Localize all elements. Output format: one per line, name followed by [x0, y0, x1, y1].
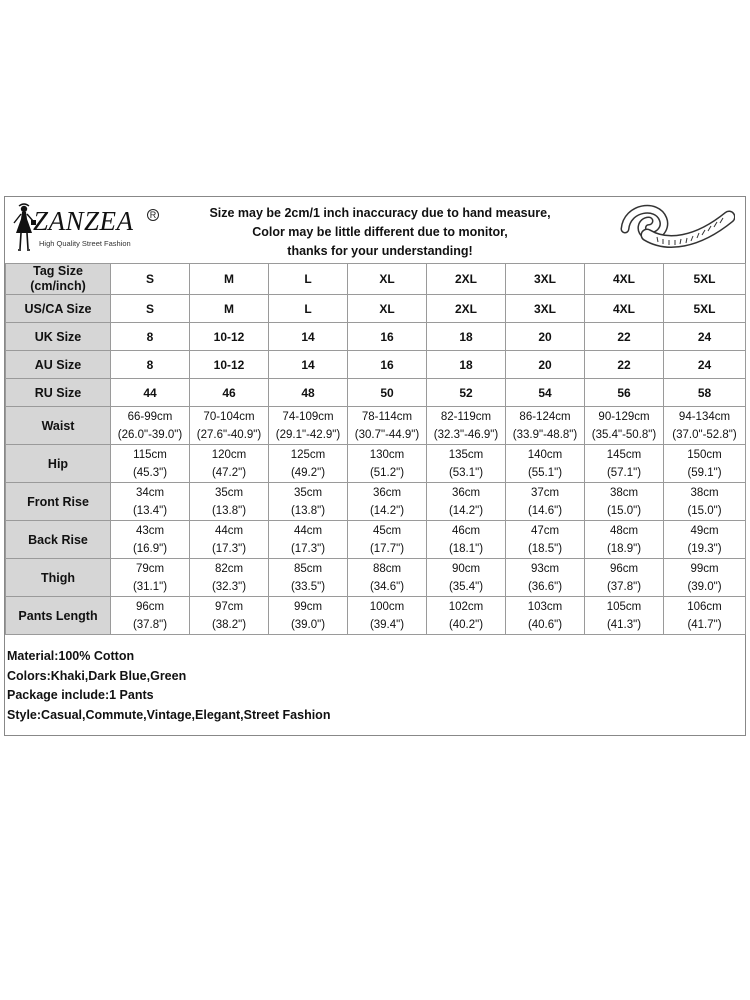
cell-inch: (39.0")	[290, 618, 326, 631]
table-cell: S	[111, 295, 190, 323]
brand-logo	[11, 203, 161, 253]
table-cell	[427, 521, 506, 559]
table-cell	[585, 407, 664, 445]
table-cell	[111, 445, 190, 483]
cell-cm: 44cm	[214, 524, 244, 537]
cell-cm: 150cm	[687, 448, 722, 461]
cell-inch: (13.4")	[132, 504, 168, 517]
cell-cm: 35cm	[214, 486, 244, 499]
cell-inch: (29.1"-42.9")	[275, 428, 341, 441]
cell-inch: (34.6")	[369, 580, 405, 593]
table-cell	[506, 407, 585, 445]
cell-inch: (36.6")	[527, 580, 563, 593]
table-cell	[664, 521, 746, 559]
table-cell: 22	[585, 323, 664, 351]
style-text: Style:Casual,Commute,Vintage,Elegant,Street Fashion	[7, 707, 331, 722]
cell-inch: (15.0")	[606, 504, 642, 517]
table-cell: XL	[348, 295, 427, 323]
cell-cm: 36cm	[372, 486, 402, 499]
table-cell	[269, 445, 348, 483]
cell-inch: (32.3")	[211, 580, 247, 593]
table-cell	[269, 521, 348, 559]
table-cell	[427, 483, 506, 521]
cell-cm: 93cm	[530, 562, 560, 575]
cell-cm: 44cm	[293, 524, 323, 537]
table-cell	[585, 597, 664, 635]
table-cell	[269, 597, 348, 635]
table-row	[6, 445, 746, 483]
cell-inch: (41.3")	[606, 618, 642, 631]
table-cell	[427, 445, 506, 483]
cell-inch: (37.8")	[606, 580, 642, 593]
table-cell	[269, 483, 348, 521]
row-label: Pants Length	[6, 597, 111, 635]
table-cell	[506, 445, 585, 483]
row-label	[6, 264, 111, 295]
cell-inch: (39.4")	[369, 618, 405, 631]
cell-cm: 99cm	[690, 562, 719, 575]
table-cell	[190, 407, 269, 445]
cell-inch: (55.1")	[527, 466, 563, 479]
table-cell	[664, 407, 746, 445]
table-cell	[348, 483, 427, 521]
table-cell	[190, 597, 269, 635]
package-text: Package include:1 Pants	[7, 688, 154, 702]
table-cell	[348, 521, 427, 559]
table-cell	[585, 559, 664, 597]
cell-cm: 37cm	[530, 486, 560, 499]
cell-cm: 35cm	[293, 486, 323, 499]
cell-cm: 130cm	[369, 448, 405, 461]
cell-inch: (30.7"-44.9")	[354, 428, 420, 441]
cell-inch: (40.2")	[448, 618, 484, 631]
cell-inch: (35.4"-50.8")	[591, 428, 657, 441]
table-cell	[427, 407, 506, 445]
notice-line-1: Size may be 2cm/1 inch inaccuracy due to hand measure,	[209, 206, 551, 220]
table-row	[6, 323, 746, 351]
cell-cm: 125cm	[290, 448, 326, 461]
table-cell	[190, 521, 269, 559]
table-cell	[664, 483, 746, 521]
table-cell: 56	[585, 379, 664, 407]
table-cell	[190, 445, 269, 483]
cell-inch: (18.9")	[606, 542, 642, 555]
row-label: Back Rise	[6, 521, 111, 559]
colors-text: Colors:Khaki,Dark Blue,Green	[7, 668, 187, 683]
cell-inch: (14.2")	[448, 504, 484, 517]
measuring-tape-icon	[617, 199, 735, 261]
cell-inch: (17.3")	[290, 542, 326, 555]
table-cell	[585, 483, 664, 521]
table-cell: 8	[111, 323, 190, 351]
table-cell	[348, 407, 427, 445]
cell-inch: (14.2")	[369, 504, 405, 517]
cell-inch: (16.9")	[132, 542, 168, 555]
cell-cm: 46cm	[451, 524, 481, 537]
table-cell: XL	[348, 264, 427, 295]
table-cell: 18	[427, 351, 506, 379]
table-cell: 20	[506, 351, 585, 379]
cell-cm: 38cm	[690, 486, 719, 499]
cell-inch: (31.1")	[132, 580, 168, 593]
table-row	[6, 295, 746, 323]
measurement-notice	[185, 204, 575, 261]
table-cell: 3XL	[506, 264, 585, 295]
table-cell	[190, 483, 269, 521]
table-cell	[506, 559, 585, 597]
cell-cm: 115cm	[133, 448, 167, 461]
table-cell: 10-12	[190, 323, 269, 351]
cell-cm: 140cm	[527, 448, 563, 461]
cell-cm: 120cm	[211, 448, 247, 461]
table-cell: M	[190, 264, 269, 295]
cell-inch: (53.1")	[448, 466, 484, 479]
cell-inch: (57.1")	[606, 466, 642, 479]
table-cell	[348, 445, 427, 483]
table-cell	[269, 407, 348, 445]
notice-line-3: thanks for your understanding!	[287, 244, 473, 258]
row-label: Hip	[6, 445, 111, 483]
cell-inch: (49.2")	[290, 466, 326, 479]
cell-inch: (37.0"-52.8")	[672, 428, 737, 441]
table-cell: 14	[269, 323, 348, 351]
table-cell: 20	[506, 323, 585, 351]
table-cell	[427, 597, 506, 635]
cell-cm: 85cm	[293, 562, 323, 575]
table-cell	[664, 559, 746, 597]
cell-cm: 94-134cm	[678, 410, 731, 423]
cell-inch: (41.7")	[687, 618, 722, 631]
cell-cm: 105cm	[606, 600, 642, 613]
row-label-line: (cm/inch)	[30, 279, 86, 293]
cell-inch: (17.7")	[369, 542, 405, 555]
table-cell: 2XL	[427, 264, 506, 295]
table-cell	[506, 521, 585, 559]
table-cell: S	[111, 264, 190, 295]
table-row	[6, 483, 746, 521]
table-row	[6, 264, 746, 295]
registered-mark: R	[147, 209, 159, 221]
chart-header	[5, 197, 745, 263]
cell-cm: 47cm	[530, 524, 560, 537]
table-cell: L	[269, 264, 348, 295]
table-cell: 5XL	[664, 264, 746, 295]
table-cell	[585, 445, 664, 483]
brand-name: ZANZEA	[33, 206, 134, 236]
cell-cm: 74-109cm	[282, 410, 334, 423]
cell-cm: 102cm	[448, 600, 484, 613]
cell-cm: 100cm	[369, 600, 405, 613]
cell-cm: 43cm	[135, 524, 165, 537]
cell-inch: (18.5")	[527, 542, 563, 555]
cell-cm: 90-129cm	[598, 410, 650, 423]
cell-inch: (15.0")	[687, 504, 722, 517]
cell-inch: (33.5")	[290, 580, 326, 593]
table-cell: 44	[111, 379, 190, 407]
table-cell: 14	[269, 351, 348, 379]
table-cell	[585, 521, 664, 559]
cell-cm: 99cm	[293, 600, 323, 613]
cell-cm: 135cm	[448, 448, 484, 461]
table-cell	[664, 597, 746, 635]
row-label: AU Size	[6, 351, 111, 379]
table-cell	[111, 597, 190, 635]
table-cell: 52	[427, 379, 506, 407]
table-cell: 22	[585, 351, 664, 379]
row-label: Front Rise	[6, 483, 111, 521]
table-cell: 46	[190, 379, 269, 407]
table-cell: 2XL	[427, 295, 506, 323]
size-table-body	[6, 264, 746, 635]
brand-tagline: High Quality Street Fashion	[39, 239, 131, 248]
cell-cm: 86-124cm	[519, 410, 571, 423]
row-label: Waist	[6, 407, 111, 445]
table-cell: L	[269, 295, 348, 323]
cell-inch: (47.2")	[211, 466, 247, 479]
row-label: UK Size	[6, 323, 111, 351]
table-cell	[111, 559, 190, 597]
cell-cm: 82-119cm	[440, 410, 492, 423]
cell-inch: (13.8")	[211, 504, 247, 517]
cell-cm: 70-104cm	[203, 410, 255, 423]
table-row	[6, 407, 746, 445]
cell-inch: (37.8")	[132, 618, 168, 631]
table-cell: 4XL	[585, 295, 664, 323]
table-cell	[111, 521, 190, 559]
cell-inch: (45.3")	[132, 466, 168, 479]
row-label: RU Size	[6, 379, 111, 407]
cell-inch: (59.1")	[687, 466, 722, 479]
cell-cm: 103cm	[527, 600, 563, 613]
table-cell: 54	[506, 379, 585, 407]
table-cell: 16	[348, 323, 427, 351]
table-cell	[111, 407, 190, 445]
cell-inch: (14.6")	[527, 504, 563, 517]
table-cell: 18	[427, 323, 506, 351]
cell-inch: (39.0")	[687, 580, 722, 593]
table-cell: 24	[664, 323, 746, 351]
table-cell: 24	[664, 351, 746, 379]
table-cell	[506, 597, 585, 635]
cell-cm: 38cm	[609, 486, 639, 499]
table-cell: 10-12	[190, 351, 269, 379]
size-chart	[4, 196, 746, 736]
row-label-line: Tag Size	[33, 264, 83, 278]
table-cell	[348, 559, 427, 597]
cell-inch: (19.3")	[687, 542, 722, 555]
cell-inch: (33.9"-48.8")	[512, 428, 578, 441]
cell-cm: 66-99cm	[127, 410, 173, 423]
cell-inch: (51.2")	[369, 466, 405, 479]
table-row	[6, 351, 746, 379]
table-cell	[269, 559, 348, 597]
table-cell: 50	[348, 379, 427, 407]
cell-cm: 97cm	[214, 600, 244, 613]
cell-cm: 96cm	[135, 600, 165, 613]
cell-cm: 36cm	[451, 486, 481, 499]
table-cell: 8	[111, 351, 190, 379]
cell-cm: 49cm	[690, 524, 719, 537]
cell-cm: 45cm	[372, 524, 402, 537]
table-cell	[664, 445, 746, 483]
material-text: Material:100% Cotton	[7, 649, 135, 663]
table-row	[6, 597, 746, 635]
cell-inch: (38.2")	[211, 618, 247, 631]
size-table	[5, 263, 746, 635]
cell-cm: 79cm	[135, 562, 165, 575]
table-cell: 5XL	[664, 295, 746, 323]
cell-inch: (40.6")	[527, 618, 563, 631]
table-cell	[111, 483, 190, 521]
cell-cm: 82cm	[214, 562, 244, 575]
table-cell: M	[190, 295, 269, 323]
cell-cm: 90cm	[451, 562, 481, 575]
cell-cm: 96cm	[609, 562, 639, 575]
cell-cm: 106cm	[687, 600, 722, 613]
table-cell	[190, 559, 269, 597]
table-cell: 48	[269, 379, 348, 407]
cell-inch: (26.0"-39.0")	[117, 428, 183, 441]
cell-inch: (13.8")	[290, 504, 326, 517]
cell-cm: 34cm	[135, 486, 165, 499]
cell-inch: (32.3"-46.9")	[433, 428, 499, 441]
notice-line-2: Color may be little different due to monitor,	[252, 225, 508, 239]
cell-cm: 48cm	[609, 524, 639, 537]
table-cell	[427, 559, 506, 597]
table-cell: 16	[348, 351, 427, 379]
table-cell: 4XL	[585, 264, 664, 295]
cell-inch: (35.4")	[448, 580, 484, 593]
product-info	[7, 647, 330, 725]
row-label: Thigh	[6, 559, 111, 597]
row-label: US/CA Size	[6, 295, 111, 323]
table-row	[6, 379, 746, 407]
table-cell: 3XL	[506, 295, 585, 323]
table-cell	[348, 597, 427, 635]
cell-inch: (27.6"-40.9")	[196, 428, 262, 441]
table-row	[6, 521, 746, 559]
table-row	[6, 559, 746, 597]
cell-inch: (17.3")	[211, 542, 247, 555]
cell-cm: 88cm	[372, 562, 402, 575]
table-cell: 58	[664, 379, 746, 407]
table-cell	[506, 483, 585, 521]
cell-inch: (18.1")	[448, 542, 484, 555]
cell-cm: 78-114cm	[361, 410, 413, 423]
cell-cm: 145cm	[606, 448, 642, 461]
